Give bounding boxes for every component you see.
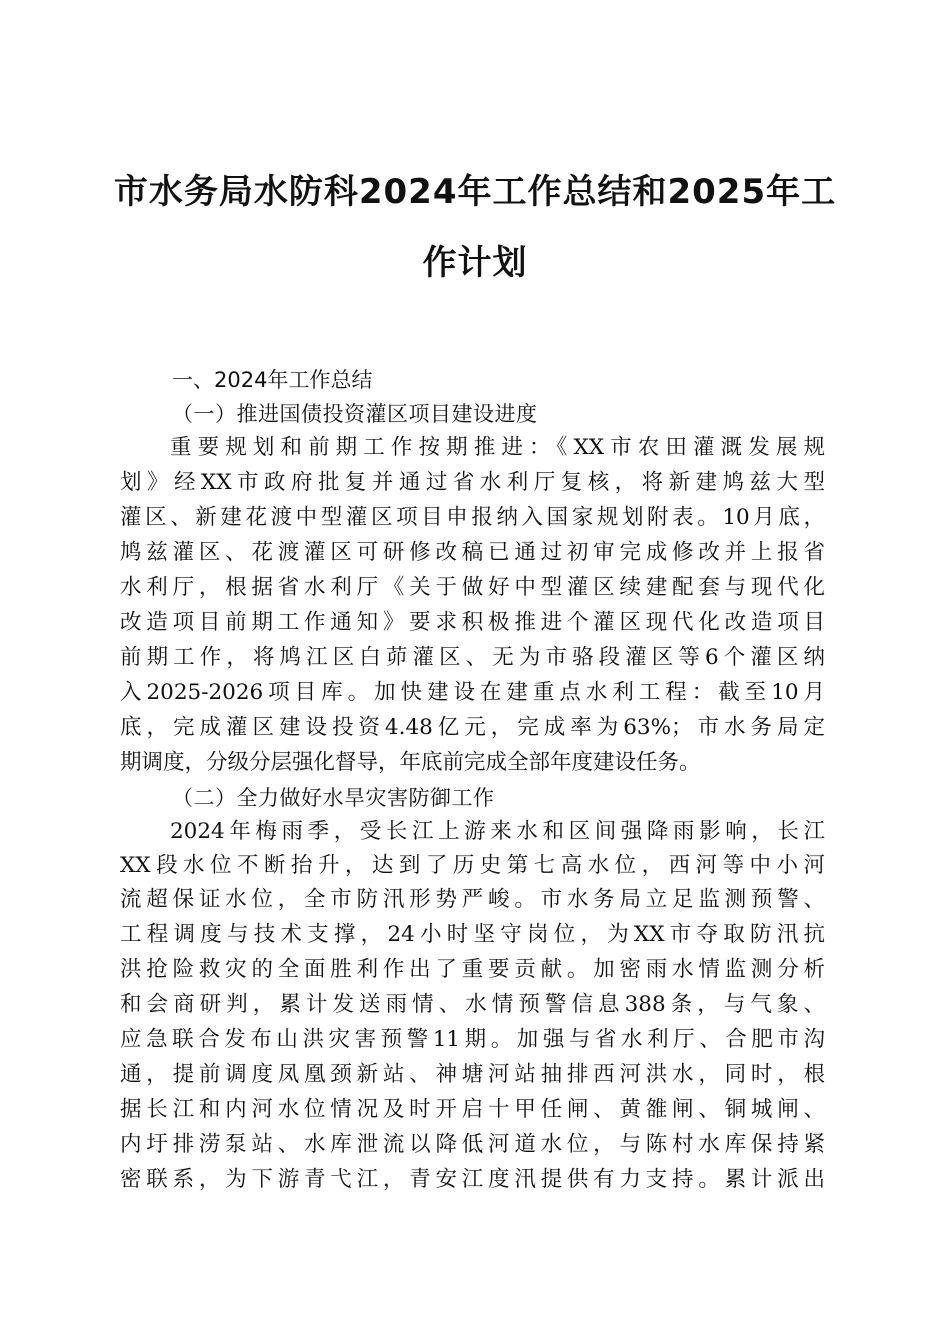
paragraph-line: 入2025-2026项目库。加快建设在建重点水利工程：截至10月 <box>120 680 825 705</box>
document-title-line-1: 市水务局水防科2024年工作总结和2025年工 <box>113 172 837 212</box>
subsection-heading-2: （二）全力做好水旱灾害防御工作 <box>172 786 495 810</box>
paragraph-line: 前期工作，将鸠江区白茆灌区、无为市骆段灌区等6个灌区纳 <box>120 645 825 670</box>
paragraph-line: 应急联合发布山洪灾害预警11期。加强与省水利厅、合肥市沟 <box>120 1027 825 1052</box>
paragraph-line: 水利厅，根据省水利厅《关于做好中型灌区续建配套与现代化 <box>120 575 825 600</box>
paragraph-line: 流超保证水位，全市防汛形势严峻。市水务局立足监测预警、 <box>120 887 825 912</box>
section-heading: 一、2024年工作总结 <box>172 368 373 392</box>
paragraph-line: 内圩排涝泵站、水库泄流以降低河道水位，与陈村水库保持紧 <box>120 1132 825 1157</box>
paragraph-line: 通，提前调度凤凰颈新站、神塘河站抽排西河洪水，同时，根 <box>120 1062 825 1087</box>
paragraph-line: 期调度，分级分层强化督导，年底前完成全部年度建设任务。 <box>120 750 701 775</box>
paragraph-line: 据长江和内河水位情况及时开启十甲任闸、黄雒闸、铜城闸、 <box>120 1097 825 1122</box>
paragraph-line: XX段水位不断抬升，达到了历史第七高水位，西河等中小河 <box>120 853 825 878</box>
paragraph-line: 鸠兹灌区、花渡灌区可研修改稿已通过初审完成修改并上报省 <box>120 540 825 565</box>
paragraph-line: 灌区、新建花渡中型灌区项目申报纳入国家规划附表。10月底， <box>120 505 825 530</box>
paragraph-line: 工程调度与技术支撑，24小时坚守岗位，为XX市夺取防汛抗 <box>120 922 825 947</box>
subsection-heading-1: （一）推进国债投资灌区项目建设进度 <box>172 402 538 426</box>
paragraph-line: 改造项目前期工作通知》要求积极推进个灌区现代化改造项目 <box>120 610 825 635</box>
document-title-line-2: 作计划 <box>422 243 528 283</box>
paragraph-line: 重要规划和前期工作按期推进：《XX市农田灌溉发展规 <box>170 435 825 460</box>
paragraph-line: 密联系，为下游青弋江，青安江度汛提供有力支持。累计派出 <box>120 1167 825 1192</box>
paragraph-line: 和会商研判，累计发送雨情、水情预警信息388条，与气象、 <box>120 992 825 1017</box>
paragraph-line: 洪抢险救灾的全面胜利作出了重要贡献。加密雨水情监测分析 <box>120 957 825 982</box>
paragraph-line: 底，完成灌区建设投资4.48亿元，完成率为63%；市水务局定 <box>120 715 825 740</box>
paragraph-line: 2024年梅雨季，受长江上游来水和区间强降雨影响，长江 <box>170 819 825 844</box>
paragraph-line: 划》经XX市政府批复并通过省水利厅复核，将新建鸠兹大型 <box>120 470 825 495</box>
